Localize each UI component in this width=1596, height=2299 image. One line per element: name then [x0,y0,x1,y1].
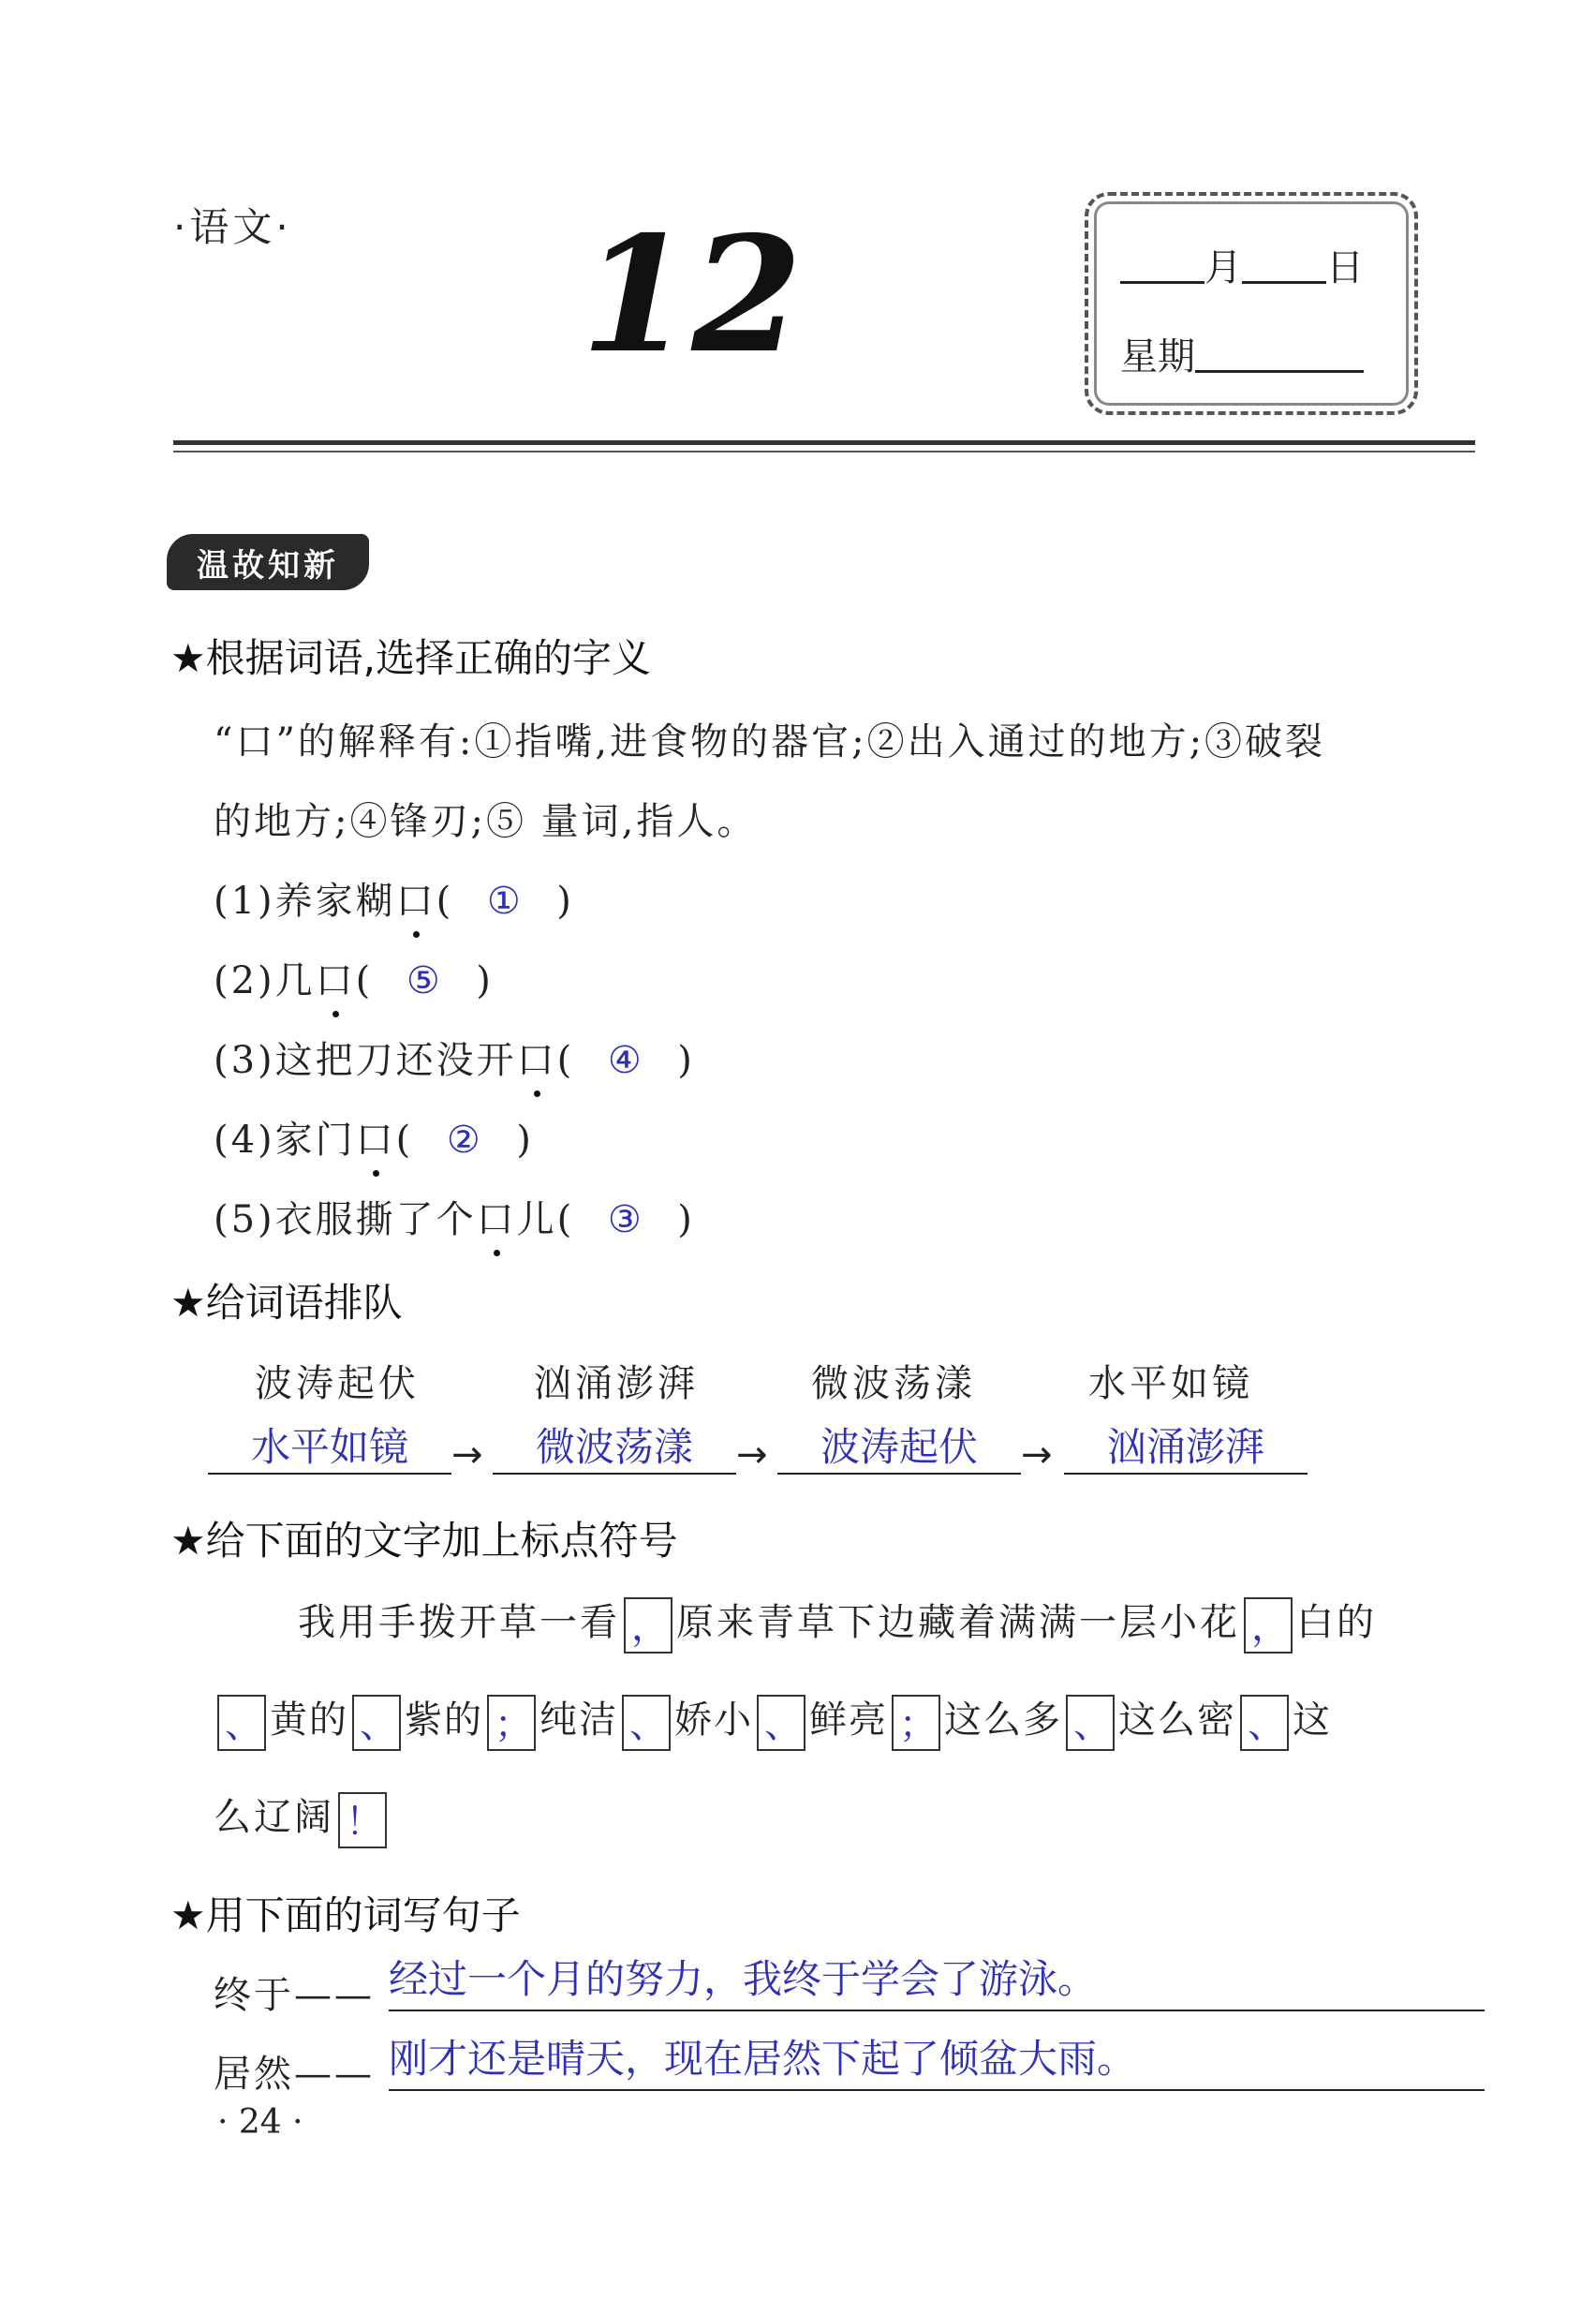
q1-title: ★根据词语,选择正确的字义 [170,635,652,681]
word-1: 波涛起伏 [255,1362,420,1405]
sentence-line-1 [389,2010,1485,2011]
q1-definition-line2: 的地方;④锋刃;⑤ 量词,指人。 [214,800,758,843]
answer-2: ⑤ [406,959,443,1002]
month-label: 月 [1204,246,1242,289]
arrow-icon: → [1021,1433,1053,1476]
dotted-char: 口 [396,871,436,925]
item-text: (2)几 [214,959,316,1002]
item-text: (3)这把刀还没开 [214,1039,517,1082]
weekday-blank [1195,336,1364,373]
answer-3: ④ [607,1039,644,1082]
day-label: 日 [1326,246,1364,289]
word-2: 汹涌澎湃 [534,1362,699,1405]
punct-box: 、 [1240,1695,1289,1751]
date-row [1120,238,1364,291]
q3-line-2 [214,1690,1332,1751]
q1-item-2: (2)几口( ⑤ ) [214,951,494,1004]
item-text: (4)家门 [214,1119,356,1162]
dotted-char: 口 [316,951,356,1004]
punct-box: 、 [622,1695,671,1751]
sentence-line-2 [389,2089,1485,2091]
punct-box: 、 [217,1695,266,1751]
punct-box: ！ [338,1792,387,1848]
section-badge: 温故知新 [167,534,369,590]
text-segment: 紫的 [405,1698,483,1742]
q1-item-1: (1)养家糊口( ① ) [214,871,574,925]
month-blank [1120,247,1204,284]
punct-box: ； [487,1695,536,1751]
text-segment: 么辽阔 [214,1796,334,1839]
text-segment: 黄的 [270,1698,348,1742]
q1-item-4: (4)家门口( ② ) [214,1110,534,1164]
text-segment: 娇小 [674,1698,753,1742]
q1-item-3: (3)这把刀还没开口( ④ ) [214,1031,695,1084]
q2-title: ★给词语排队 [170,1280,403,1326]
text-segment: 白的 [1296,1601,1377,1644]
sentence-word-2: 居然—— [214,2053,375,2096]
punct-box: 、 [1066,1695,1115,1751]
item-text: (1)养家糊 [214,880,396,923]
text-segment: 这么密 [1118,1698,1236,1742]
answer-4: ② [446,1119,483,1162]
text-segment: 这么多 [944,1698,1062,1742]
answer-1: ① [486,880,524,923]
q1-item-5: (5)衣服撕了个口儿( ③ ) [214,1190,695,1243]
order-answer-2: 微波荡漾 [535,1424,693,1470]
dotted-char: 口 [477,1190,517,1243]
text-segment: 我用手拨开草一看 [298,1601,620,1644]
q4-title: ★用下面的词写句子 [170,1892,521,1938]
arrow-icon: → [736,1433,768,1476]
order-line-3 [777,1473,1021,1475]
day-blank [1242,247,1326,284]
header-rule [173,440,1475,445]
item-suffix: 儿 [516,1198,557,1241]
page-number: · 24 · [217,2103,303,2142]
lesson-number: 12 [581,201,803,389]
q3-line-3 [214,1787,391,1848]
text-segment: 原来青草下边藏着满满一层小花 [676,1601,1240,1644]
weekday-row [1120,327,1364,380]
subject-label: ·语文· [173,204,292,250]
sentence-answer-1: 经过一个月的努力，我终于学会了游泳。 [389,1956,1098,2002]
punct-box: 、 [352,1695,401,1751]
text-segment: 鲜亮 [809,1698,888,1742]
punct-box: ， [1244,1597,1293,1654]
order-line-4 [1064,1473,1308,1475]
sentence-word-1: 终于—— [214,1974,375,2017]
arrow-icon: → [451,1433,483,1476]
answer-5: ③ [607,1198,644,1241]
q3-title: ★给下面的文字加上标点符号 [170,1518,678,1564]
punct-box: ； [892,1695,940,1751]
order-answer-3: 波涛起伏 [820,1424,978,1470]
item-text: (5)衣服撕了个 [214,1198,477,1241]
q1-definition-line1: “口”的解释有:①指嘴,进食物的器官;②出入通过的地方;③破裂 [214,720,1326,764]
order-answer-1: 水平如镜 [250,1424,408,1470]
sentence-answer-2: 刚才还是晴天，现在居然下起了倾盆大雨。 [389,2036,1137,2082]
word-4: 水平如镜 [1088,1362,1253,1405]
weekday-label: 星期 [1120,335,1195,378]
dotted-char: 口 [356,1110,396,1164]
punct-box: 、 [757,1695,805,1751]
word-3: 微波荡漾 [811,1362,976,1405]
text-segment: 这 [1293,1698,1332,1742]
punct-box: ， [624,1597,672,1654]
order-line-1 [208,1473,451,1475]
header-rule-thin [173,451,1475,452]
order-line-2 [493,1473,736,1475]
dotted-char: 口 [517,1031,557,1084]
date-box [1085,192,1418,415]
text-segment: 纯洁 [539,1698,618,1742]
order-answer-4: 汹涌澎湃 [1106,1424,1264,1470]
q3-line-1 [298,1593,1377,1654]
